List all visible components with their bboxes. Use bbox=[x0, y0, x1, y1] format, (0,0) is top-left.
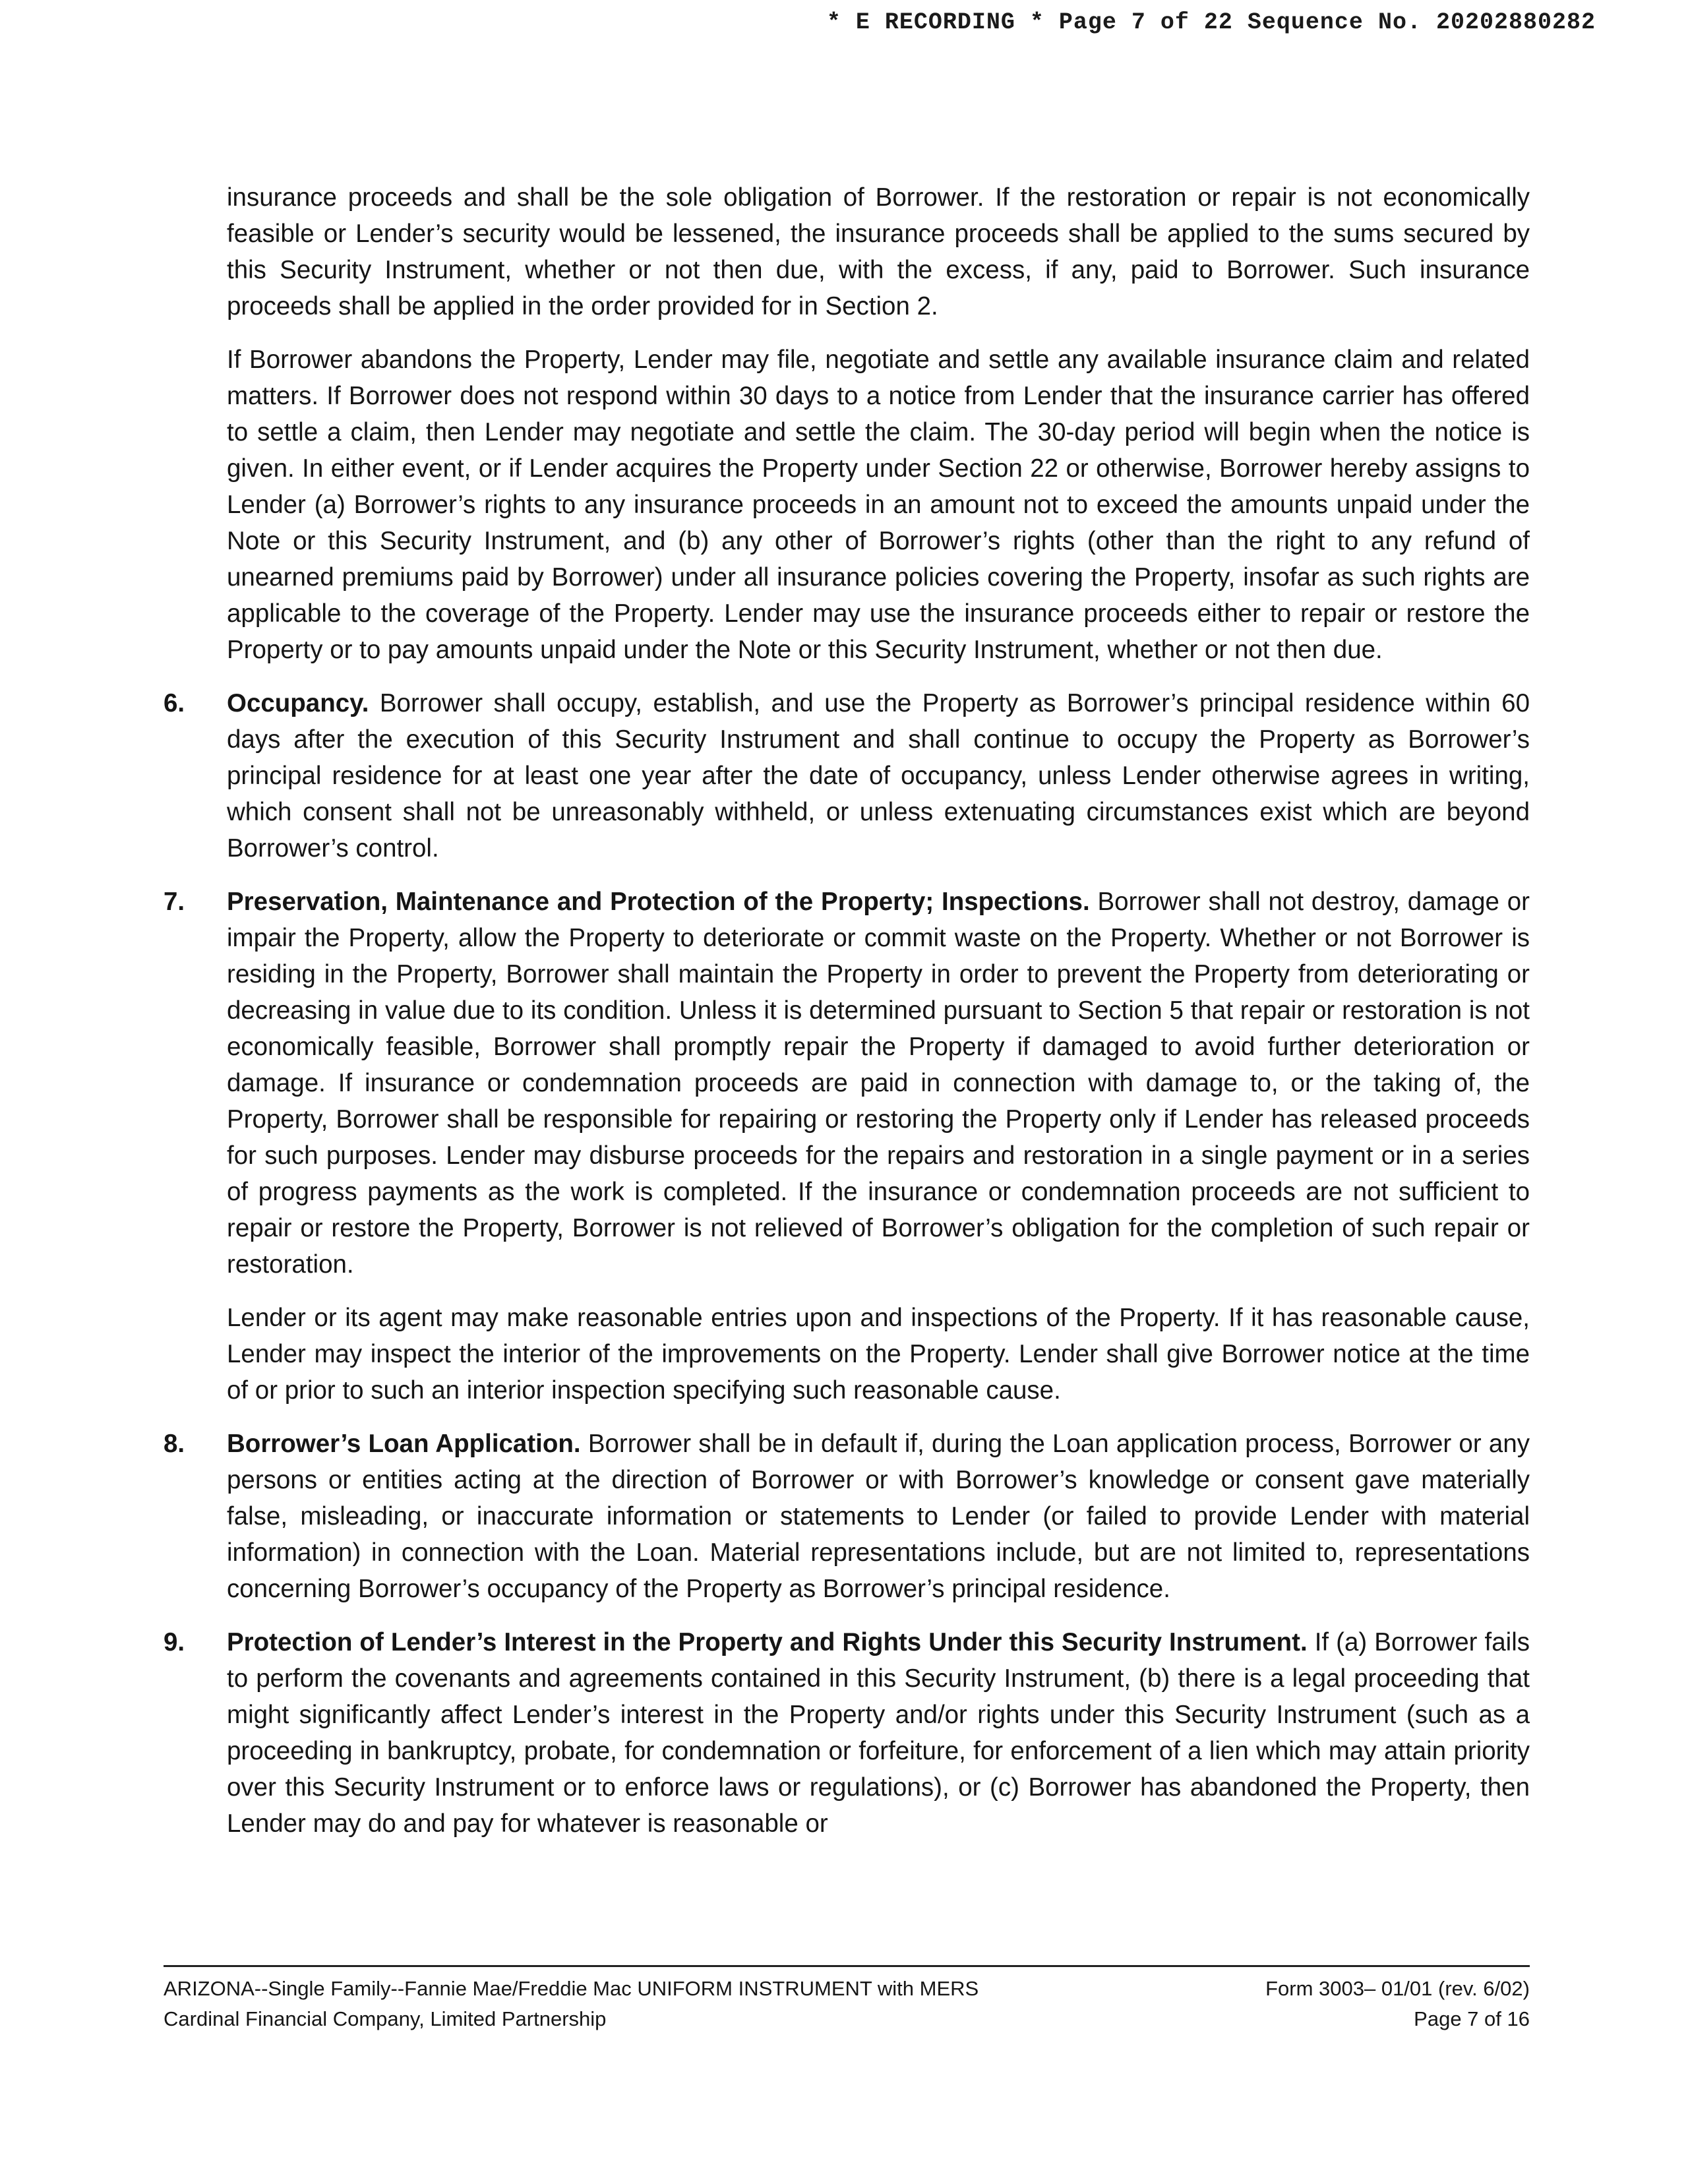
section-title: Preservation, Maintenance and Protection of the Property; Inspections. bbox=[227, 888, 1090, 916]
page-footer bbox=[164, 1965, 1530, 2034]
section-text: Borrower shall be in default if, during the Loan application process, Borrower or any persons or entities acting at the direction of Borrower or with Borrower’s knowledge or consent gave materially false, misleading, or inaccurate information or statements to Lender (or failed to provide Lender with material information) in connection with the Loan. Material representations include, but are not limited to, representations concerning Borrower’s occupancy of the Property as Borrower’s principal residence. bbox=[227, 1430, 1530, 1603]
section-body bbox=[227, 685, 1530, 866]
section-number: 9. bbox=[164, 1628, 185, 1656]
section-number: 7. bbox=[164, 888, 185, 916]
footer-form-number: Form 3003– 01/01 (rev. 6/02) bbox=[1265, 1977, 1530, 2000]
section-9-protection bbox=[164, 1624, 1530, 1842]
section-body bbox=[227, 1426, 1530, 1607]
document-body bbox=[164, 179, 1530, 1859]
footer-row bbox=[164, 1974, 1530, 2004]
footer-row bbox=[164, 2004, 1530, 2034]
section-title: Occupancy. bbox=[227, 689, 369, 717]
section-body bbox=[227, 884, 1530, 1283]
section-number: 8. bbox=[164, 1430, 185, 1458]
section-subparagraph: Lender or its agent may make reasonable entries upon and inspections of the Property. If it has reasonable cause, Lender may inspect the interior of the improvements on the Property. Lender shall give Borrower notice at the time of or prior to such an interior inspection specifying such reasonable cause. bbox=[227, 1304, 1530, 1405]
section-text: If (a) Borrower fails to perform the covenants and agreements contained in this Security Instrument, (b) there is a legal proceeding that might significantly affect Lender’s interest in the Property and/or rights under this Security Instrument (such as a proceeding in bankruptcy, probate, for condemnation or forfeiture, for enforcement of a lien which may attain priority over this Security Instrument or to enforce laws or regulations), or (c) Borrower has abandoned the Property, then Lender may do and pay for whatever is reasonable or bbox=[227, 1628, 1530, 1838]
section-6-occupancy bbox=[164, 685, 1530, 866]
paragraph-insurance-proceeds: insurance proceeds and shall be the sole obligation of Borrower. If the restoration or repair is not economically feasible or Lender’s security would be lessened, the insurance proceeds shall be applied to the sums secured by this Security Instrument, whether or not then due, with the excess, if any, paid to Borrower. Such insurance proceeds shall be applied in the order provided for in Section 2. bbox=[227, 183, 1530, 320]
section-title: Protection of Lender’s Interest in the Property and Rights Under this Security Instrument. bbox=[227, 1628, 1308, 1656]
section-text: Borrower shall not destroy, damage or impair the Property, allow the Property to deteriorate or commit waste on the Property. Whether or not Borrower is residing in the Property, Borrower shall maintain the Property in order to prevent the Property from deteriorating or decreasing in value due to its condition. Unless it is determined pursuant to Section 5 that repair or restoration is not economically feasible, Borrower shall promptly repair the Property if damaged to avoid further deterioration or damage. If insurance or condemnation proceeds are paid in connection with damage to, or the taking of, the Property, Borrower shall be responsible for repairing or restoring the Property only if Lender has released proceeds for such purposes. Lender may disburse proceeds for the repairs and restoration in a single payment or in a series of progress payments as the work is completed. If the insurance or condemnation proceeds are not sufficient to repair or restore the Property, Borrower is not relieved of Borrower’s obligation for the completion of such repair or restoration. bbox=[227, 888, 1530, 1279]
footer-page-number: Page 7 of 16 bbox=[1414, 2007, 1530, 2030]
recording-stamp: * E RECORDING * Page 7 of 22 Sequence No. 20202880282 bbox=[826, 9, 1596, 36]
section-text: Borrower shall occupy, establish, and use the Property as Borrower’s principal residence within 60 days after the execution of this Security Instrument and shall continue to occupy the Property as Borrower’s principal residence for at least one year after the date of occupancy, unless Lender otherwise agrees in writing, which consent shall not be unreasonably withheld, or unless extenuating circumstances exist which are beyond Borrower’s control. bbox=[227, 689, 1530, 863]
footer-form-description: ARIZONA--Single Family--Fannie Mae/Freddie Mac UNIFORM INSTRUMENT with MERS bbox=[164, 1977, 979, 2000]
section-7-preservation bbox=[164, 884, 1530, 1409]
section-body bbox=[227, 1624, 1530, 1842]
section-title: Borrower’s Loan Application. bbox=[227, 1430, 581, 1458]
footer-lender-name: Cardinal Financial Company, Limited Partnership bbox=[164, 2007, 607, 2030]
paragraph-abandonment: If Borrower abandons the Property, Lender may file, negotiate and settle any available insurance claim and related matters. If Borrower does not respond within 30 days to a notice from Lender that the insurance carrier has offered to settle a claim, then Lender may negotiate and settle the claim. The 30-day period will begin when the notice is given. In either event, or if Lender acquires the Property under Section 22 or otherwise, Borrower hereby assigns to Lender (a) Borrower’s rights to any insurance proceeds in an amount not to exceed the amounts unpaid under the Note or this Security Instrument, and (b) any other of Borrower’s rights (other than the right to any refund of unearned premiums paid by Borrower) under all insurance policies covering the Property, insofar as such rights are applicable to the coverage of the Property. Lender may use the insurance proceeds either to repair or restore the Property or to pay amounts unpaid under the Note or this Security Instrument, whether or not then due. bbox=[227, 346, 1530, 664]
section-number: 6. bbox=[164, 689, 185, 717]
section-8-loan-application bbox=[164, 1426, 1530, 1607]
